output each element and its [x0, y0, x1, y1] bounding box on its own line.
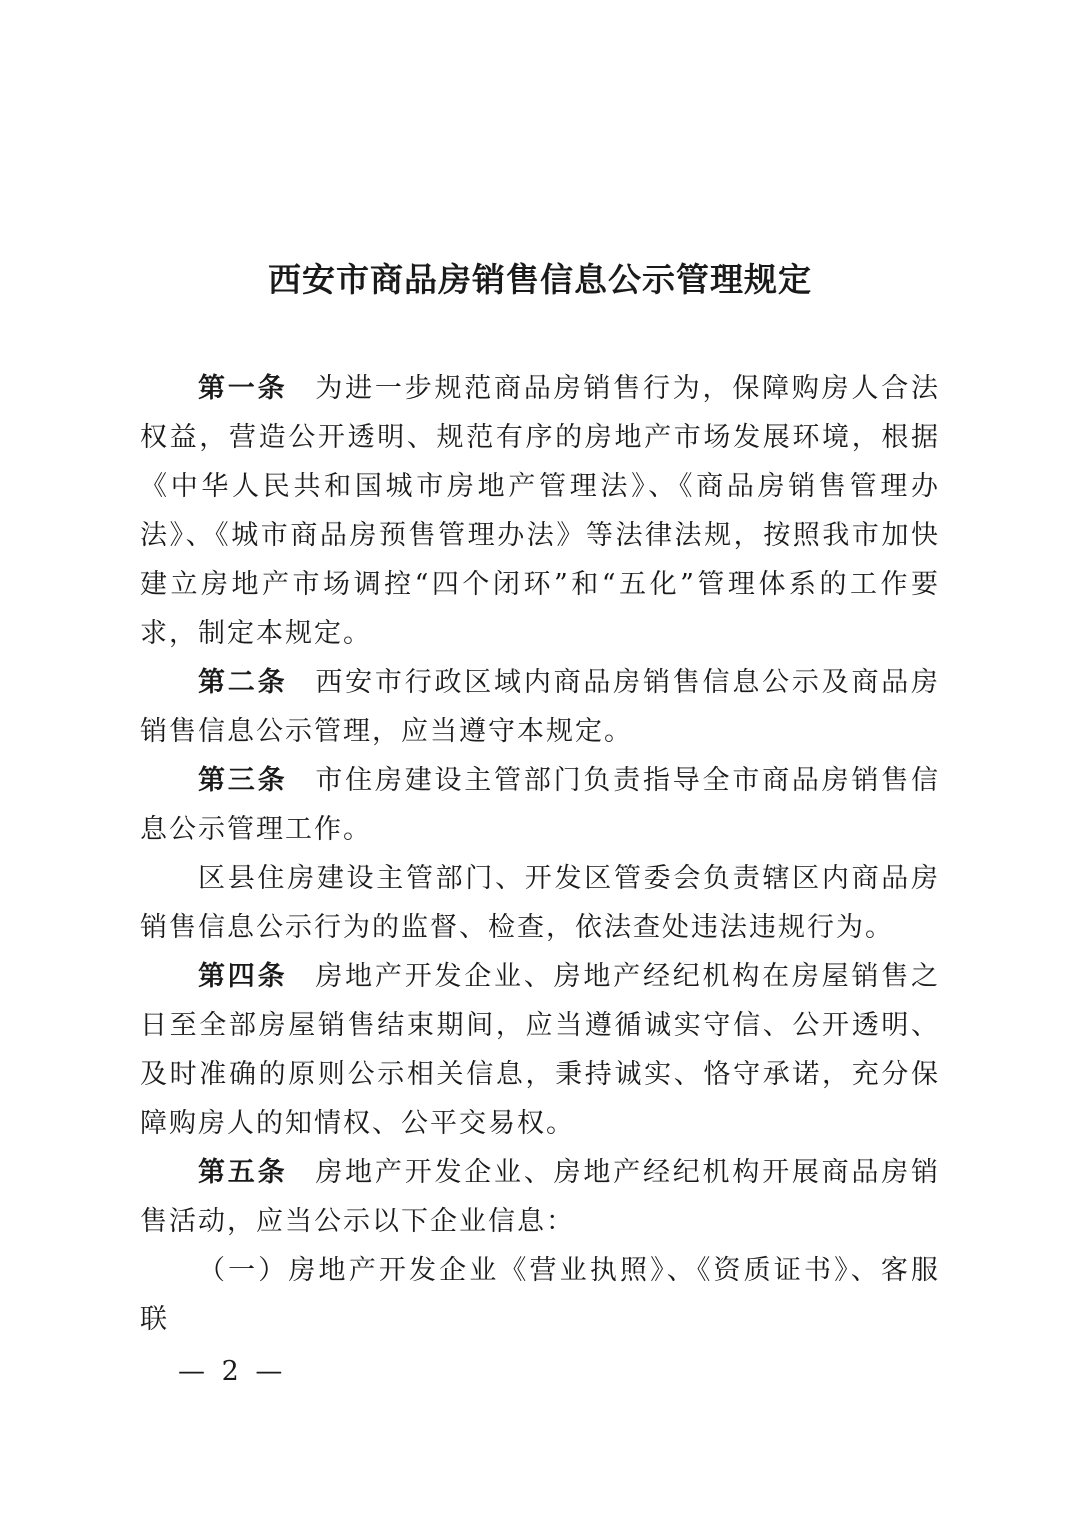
article-text: 西安市行政区域内商品房销售信息公示及商品房销售信息公示管理，应当遵守本规定。 [140, 667, 941, 747]
article-text: （一）房地产开发企业《营业执照》、《资质证书》、客服联 [140, 1255, 940, 1335]
article-text: 区县住房建设主管部门、开发区管委会负责辖区内商品房销售信息公示行为的监督、检查，依法查处违法违规行为。 [140, 863, 940, 943]
article-text: 房地产开发企业、房地产经纪机构开展商品房销售活动，应当公示以下企业信息： [140, 1157, 941, 1237]
article-text: 市住房建设主管部门负责指导全市商品房销售信息公示管理工作。 [140, 765, 941, 845]
article-5-item-1 [140, 1246, 940, 1344]
document-body [140, 364, 940, 1344]
article-1 [140, 364, 940, 658]
article-label: 第四条 [198, 961, 288, 992]
article-5 [140, 1148, 940, 1246]
article-text: 房地产开发企业、房地产经纪机构在房屋销售之日至全部房屋销售结束期间，应当遵循诚实守信、公开透明、及时准确的原则公示相关信息，秉持诚实、恪守承诺，充分保障购房人的知情权、公平交易权。 [140, 961, 941, 1139]
document-title: 西安市商品房销售信息公示管理规定 [268, 260, 812, 299]
article-2 [140, 658, 940, 756]
article-label: 第二条 [198, 667, 288, 698]
page-number: — 2 — [178, 1356, 287, 1387]
article-label: 第一条 [198, 373, 288, 404]
article-4 [140, 952, 940, 1148]
article-text: 为进一步规范商品房销售行为，保障购房人合法权益，营造公开透明、规范有序的房地产市场发展环境，根据《中华人民共和国城市房地产管理法》、《商品房销售管理办法》、《城市商品房预售管理办法》等法律法规，按照我市加快建立房地产市场调控“四个闭环”和“五化”管理体系的工作要求，制定本规定。 [140, 373, 941, 649]
article-label: 第三条 [198, 765, 288, 796]
article-3-paragraph-2 [140, 854, 940, 952]
article-label: 第五条 [198, 1157, 288, 1188]
article-3 [140, 756, 940, 854]
